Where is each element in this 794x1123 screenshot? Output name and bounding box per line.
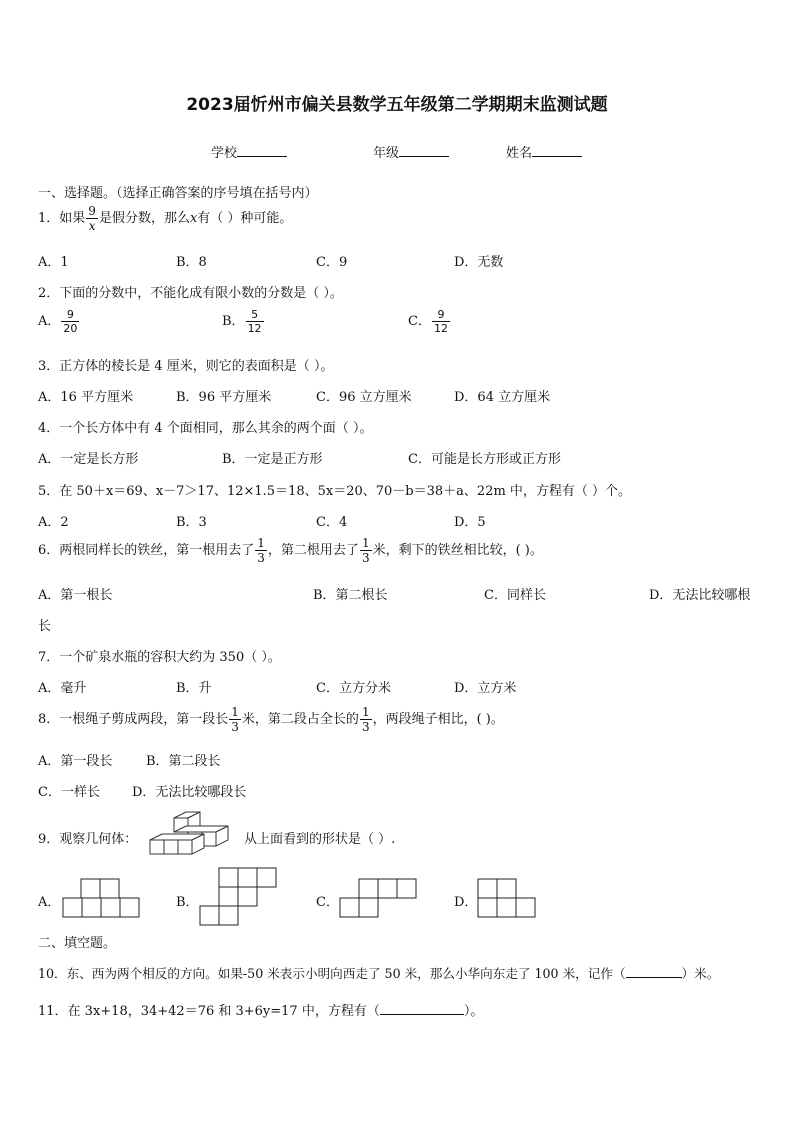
q2-a-numerator: 9: [61, 309, 79, 322]
q2-c-denominator: 12: [433, 322, 448, 335]
q8-option-d[interactable]: D．无法比较哪段长: [132, 785, 247, 800]
q5-option-c[interactable]: C．4: [316, 515, 348, 530]
q2-option-b-fraction: [246, 309, 264, 334]
question-6: [38, 537, 543, 564]
q2-option-c[interactable]: [408, 309, 451, 334]
q1-variable: x: [189, 211, 198, 226]
question-2: 2．下面的分数中，不能化成有限小数的分数是（ ）。: [38, 286, 343, 301]
q9-option-d-label[interactable]: D．: [454, 895, 478, 910]
question-7: 7．一个矿泉水瓶的容积大约为 350（ ）。: [38, 650, 281, 665]
q8-f2-denominator: 3: [361, 720, 370, 734]
q6-fraction-1: [255, 537, 267, 564]
grade-blank[interactable]: [399, 144, 449, 157]
q1-text-mid: 是假分数，那么: [98, 211, 190, 226]
q8-option-b[interactable]: B．第二段长: [146, 754, 221, 769]
q6-option-d[interactable]: D．无法比较哪根: [649, 588, 751, 603]
q6-f2-numerator: 1: [361, 536, 370, 550]
name-blank[interactable]: [532, 144, 582, 157]
q1-number: 1．: [38, 211, 60, 226]
q1-option-b[interactable]: B．8: [176, 255, 207, 270]
q8-fraction-1: [229, 706, 241, 733]
q9-option-c-shape: [339, 878, 419, 918]
q9-solid-figure: [148, 806, 238, 860]
question-11: [38, 1000, 483, 1019]
q10-text-post: ）米。: [681, 966, 720, 981]
q2-b-numerator: 5: [246, 309, 264, 322]
q1-option-d[interactable]: D．无数: [454, 255, 504, 270]
q2-option-c-fraction: [432, 309, 450, 334]
q8-f1-numerator: 1: [231, 705, 239, 719]
q6-fraction-2: [360, 537, 372, 564]
q6-option-d-wrap: 长: [38, 619, 52, 634]
q1-option-a[interactable]: A．1: [38, 255, 69, 270]
question-1: [38, 205, 292, 232]
q9-option-a-shape: [62, 878, 140, 918]
q8-text-mid: 米，第二段占全长的: [241, 712, 359, 727]
q1-text-pre: 如果: [59, 211, 86, 226]
question-3: 3．正方体的棱长是 4 厘米，则它的表面积是（ ）。: [38, 359, 334, 374]
q8-text-pre: 8．一根绳子剪成两段，第一段长: [38, 712, 229, 727]
q9-text-post: 从上面看到的形状是（ ）.: [244, 832, 396, 847]
q1-text-post: 有（ ）种可能。: [197, 211, 293, 226]
q7-option-a[interactable]: A．毫升: [38, 681, 87, 696]
q9-option-a-label[interactable]: A．: [38, 895, 61, 910]
q2-option-c-label: C．: [408, 314, 431, 329]
q11-text-post: ）。: [463, 1004, 484, 1019]
q10-text: 10．东、西为两个相反的方向。如果-50 米表示小明向西走了 50 米，那么小华向东走了 100 米，记作（: [38, 966, 626, 981]
grade-label: 年级: [373, 146, 400, 161]
q9-option-b-shape: [199, 867, 279, 927]
q1-fraction-denominator: x: [88, 219, 96, 233]
q2-option-a[interactable]: [38, 309, 80, 334]
q6-option-b[interactable]: B．第二根长: [313, 588, 388, 603]
q4-option-b[interactable]: B．一定是正方形: [222, 452, 323, 467]
question-4: 4．一个长方体中有 4 个面相同，那么其余的两个面（ ）。: [38, 421, 373, 436]
q8-option-c[interactable]: C．一样长: [38, 785, 100, 800]
q6-option-c[interactable]: C．同样长: [484, 588, 546, 603]
q4-option-c[interactable]: C．可能是长方形或正方形: [408, 452, 561, 467]
school-blank[interactable]: [237, 144, 287, 157]
q2-option-a-label: A．: [38, 314, 61, 329]
question-10: [38, 963, 719, 982]
q2-b-denominator: 12: [247, 322, 262, 335]
question-8: [38, 706, 504, 733]
q6-text-pre: 6．两根同样长的铁丝，第一根用去了: [38, 543, 255, 558]
q3-option-b[interactable]: B．96 平方厘米: [176, 390, 272, 405]
q8-f1-denominator: 3: [231, 720, 239, 734]
q4-option-a[interactable]: A．一定是长方形: [38, 452, 139, 467]
q6-f2-denominator: 3: [361, 551, 370, 565]
school-label: 学校: [211, 146, 238, 161]
q2-a-denominator: 20: [63, 322, 78, 335]
q5-option-a[interactable]: A．2: [38, 515, 69, 530]
q9-option-c-label[interactable]: C．: [316, 895, 339, 910]
q8-fraction-2: [360, 706, 372, 733]
section-1-heading: 一、选择题。（选择正确答案的序号填在括号内）: [38, 186, 318, 201]
q7-option-c[interactable]: C．立方分米: [316, 681, 391, 696]
school-field: [211, 142, 287, 161]
q8-option-a[interactable]: A．第一段长: [38, 754, 113, 769]
q5-option-d[interactable]: D．5: [454, 515, 486, 530]
q6-text-post: 米，剩下的铁丝相比较，( )。: [372, 543, 543, 558]
name-field: [506, 142, 582, 161]
q8-text-post: ，两段绳子相比，( )。: [372, 712, 504, 727]
q1-option-c[interactable]: C．9: [316, 255, 348, 270]
q1-fraction: [86, 205, 98, 232]
q9-option-b-label[interactable]: B．: [176, 895, 199, 910]
q1-fraction-numerator: 9: [88, 204, 96, 218]
q2-c-numerator: 9: [432, 309, 450, 322]
q2-option-b-label: B．: [222, 314, 245, 329]
section-2-heading: 二、填空题。: [38, 936, 117, 951]
name-label: 姓名: [506, 146, 533, 161]
q3-option-c[interactable]: C．96 立方厘米: [316, 390, 412, 405]
q2-option-a-fraction: [61, 309, 79, 334]
q3-option-d[interactable]: D．64 立方厘米: [454, 390, 551, 405]
q8-f2-numerator: 1: [361, 705, 370, 719]
question-5: 5．在 50＋x＝69、x－7＞17、12×1.5＝18、5x＝20、70－b＝38＋a、22m 中，方程有（ ）个。: [38, 484, 632, 499]
q11-answer-blank[interactable]: [380, 1002, 464, 1015]
grade-field: [373, 142, 449, 161]
q11-text: 11．在 3x+18，34+42＝76 和 3+6y=17 中，方程有（: [38, 1004, 380, 1019]
q3-option-a[interactable]: A．16 平方厘米: [38, 390, 134, 405]
q9-option-d-shape: [477, 878, 537, 918]
q5-option-b[interactable]: B．3: [176, 515, 207, 530]
q2-option-b[interactable]: [222, 309, 265, 334]
q9-text-pre: 9．观察几何体：: [38, 832, 138, 847]
q6-f1-numerator: 1: [257, 536, 265, 550]
q7-option-b[interactable]: B．升: [176, 681, 212, 696]
q6-f1-denominator: 3: [257, 551, 265, 565]
q7-option-d[interactable]: D．立方米: [454, 681, 517, 696]
q6-option-a[interactable]: A．第一根长: [38, 588, 113, 603]
q10-answer-blank[interactable]: [626, 965, 682, 978]
page-title: 2023届忻州市偏关县数学五年级第二学期期末监测试题: [186, 95, 608, 115]
q6-text-mid: ，第二根用去了: [267, 543, 359, 558]
